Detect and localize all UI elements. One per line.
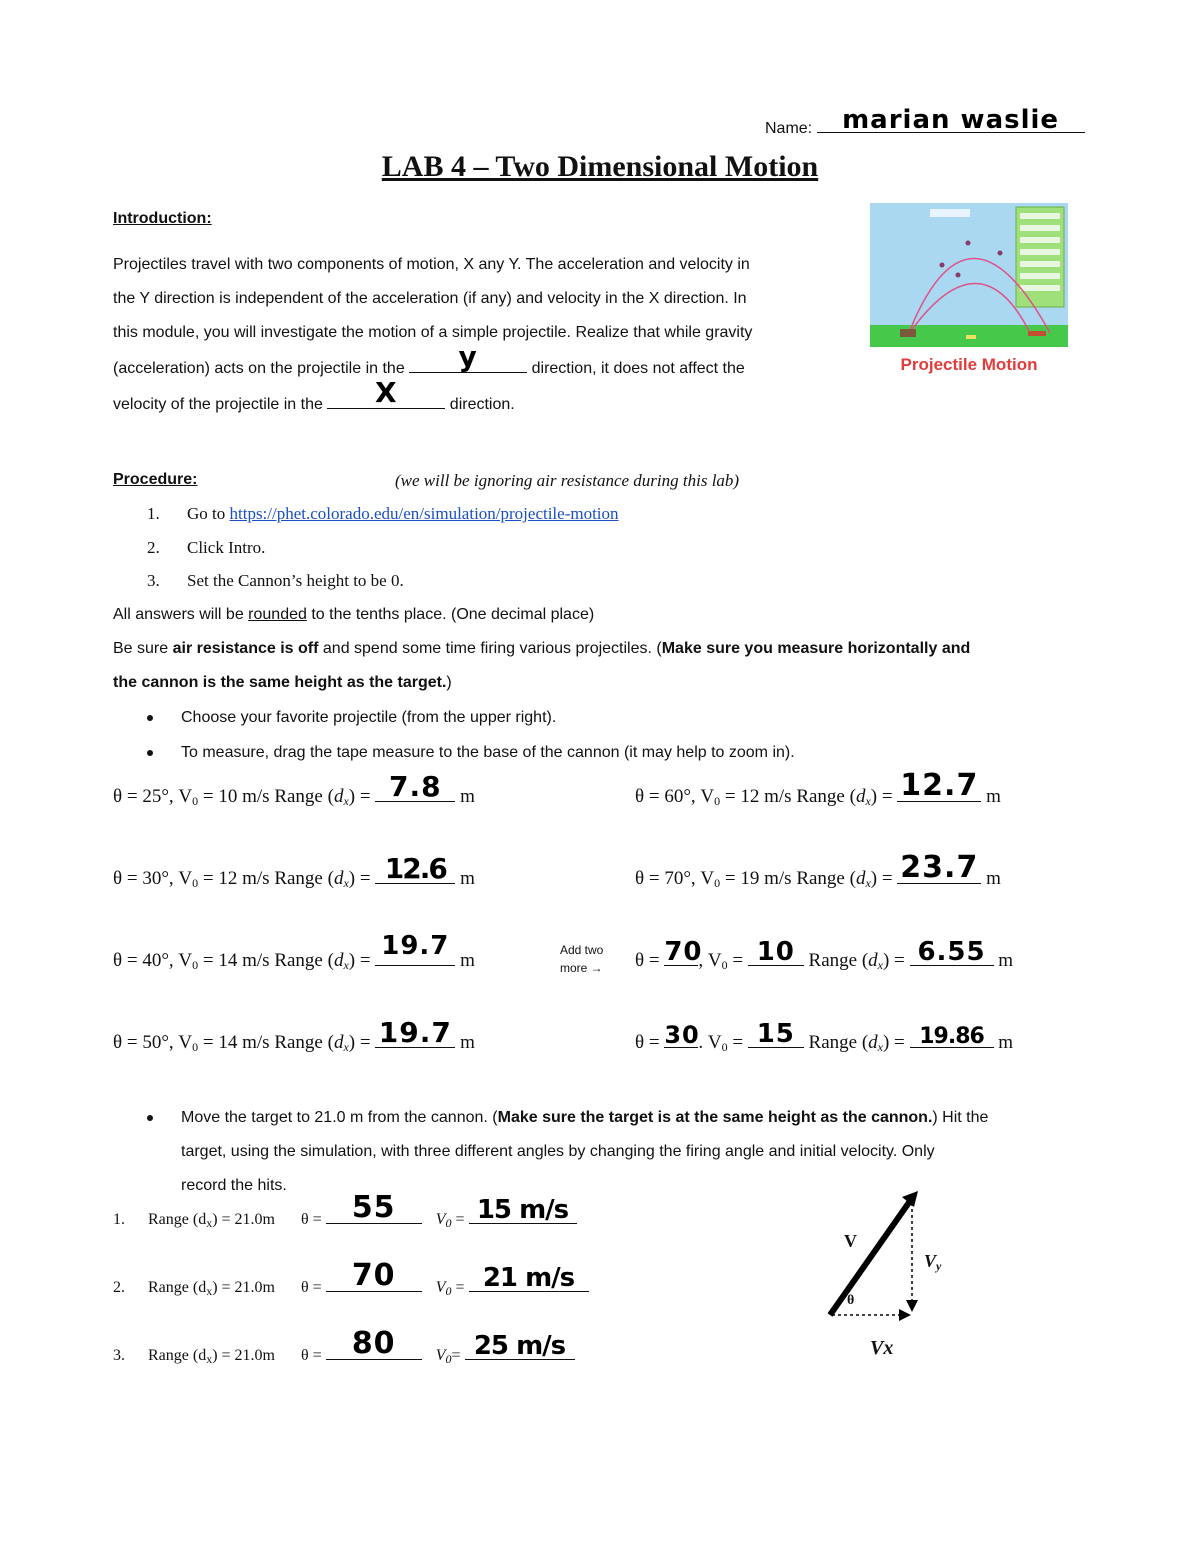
answer-blank — [375, 1016, 455, 1049]
handwritten-answer: 30 — [664, 1021, 700, 1049]
intro-line: (acceleration) acts on the projectile in the y direction, it does not affect the — [113, 340, 745, 377]
answer-blank — [897, 850, 981, 885]
range-row: θ = 40°, $V_0 = 14$ m/s Range $(d_x)$ = 19.7 m — [113, 931, 475, 972]
name-value: marian waslie — [842, 105, 1060, 135]
procedure-heading: Procedure: — [113, 471, 198, 488]
v-label: V — [844, 1231, 857, 1251]
answer-blank — [748, 937, 804, 967]
handwritten-answer: 10 — [756, 937, 795, 967]
intro-line: the Y direction is independent of the acceleration (if any) and velocity in the X direction. In — [113, 290, 747, 307]
target-row: 2. Range $(d_x) = 21.0m$ θ = 70 $V_0$ = 21 m/s — [113, 1269, 589, 1299]
vy-label: $V_y$ — [924, 1251, 942, 1273]
theta-label: θ — [847, 1293, 855, 1308]
cannon — [900, 329, 916, 337]
range-row: θ = 60°, $V_0 = 12$ m/s Range $(d_x)$ = 12.7 m — [635, 768, 1001, 808]
image-caption: Projectile Motion — [900, 355, 1038, 374]
answer-blank — [469, 1263, 589, 1293]
target-bullet: Move the target to 21.0 m from the cannon. (Make sure the target is at the same height as the cannon.) Hit the target, using the simulation, with three different angles by changing the firing angle and initial velocity. Only record the hits. — [147, 1101, 988, 1203]
rounding-note: All answers will be rounded to the tenths place. (One decimal place) — [113, 606, 595, 623]
handwritten-answer: 19.7 — [378, 1016, 452, 1049]
range-row: θ = 30°, $V_0 = 12$ m/s Range $(d_x)$ = 12.6 m — [113, 852, 475, 890]
bullet-item: Choose your favorite projectile (from the upper right). — [147, 709, 556, 727]
target-row: 1. Range $(d_x) = 21.0m$ θ = 55 $V_0$ = 15 m/s — [113, 1201, 577, 1231]
intro-line: Projectiles travel with two components of motion, X any Y. The acceleration and velocity in — [113, 256, 750, 273]
range-row: θ = 25°, $V_0 = 10$ m/s Range $(d_x)$ = 7.8 m — [113, 770, 475, 808]
handwritten-answer: 15 — [756, 1019, 795, 1049]
handwritten-answer: 12.6 — [384, 852, 446, 885]
add-two-more-note: Add two more → — [560, 943, 604, 975]
procedure-step: 3. Set the Cannon’s height to be 0. — [147, 571, 404, 590]
name-label: Name: — [765, 120, 813, 137]
handwritten-answer: 19.86 — [919, 1024, 984, 1049]
handwritten-answer: 21 m/s — [482, 1263, 575, 1293]
handwritten-answer: 25 m/s — [473, 1331, 566, 1361]
answer-blank — [664, 937, 703, 967]
handwritten-answer: 23.7 — [900, 850, 979, 885]
range-row: θ = 70°, $V_0 = 19$ m/s Range $(d_x)$ = 23.7 m — [635, 850, 1001, 890]
handwritten-answer: y — [458, 340, 478, 373]
procedure-step: 1. Go to https://phet.colorado.edu/en/simulation/projectile-motion — [147, 504, 619, 523]
answer-blank — [327, 376, 445, 409]
phet-link[interactable]: https://phet.colorado.edu/en/simulation/projectile-motion — [229, 504, 619, 523]
bullet-icon — [147, 1115, 153, 1121]
air-resistance-note: Be sure air resistance is off and spend some time firing various projectiles. (Make sure you measure horizontally and — [113, 640, 971, 657]
target — [1028, 331, 1046, 336]
handwritten-answer: 12.7 — [900, 768, 979, 803]
intro-line: velocity of the projectile in the X direction. — [113, 376, 515, 413]
answer-blank — [409, 340, 527, 373]
bullet-item: To measure, drag the tape measure to the base of the cannon (it may help to zoom in). — [147, 744, 795, 762]
projectile-motion-image — [870, 203, 1068, 381]
answer-blank — [326, 1190, 422, 1225]
velocity-arrow — [830, 1201, 910, 1315]
handwritten-answer: X — [375, 376, 398, 409]
name-field — [817, 105, 1085, 135]
bullet-icon — [147, 715, 153, 721]
handwritten-answer: 15 m/s — [476, 1195, 569, 1225]
handwritten-answer: 55 — [351, 1190, 396, 1225]
vx-label: Vx — [870, 1337, 894, 1359]
intro-line: this module, you will investigate the motion of a simple projectile. Realize that while gravity — [113, 324, 753, 341]
handwritten-answer: 70 — [351, 1258, 396, 1293]
answer-blank — [469, 1195, 577, 1225]
name-row — [765, 105, 1085, 138]
answer-blank — [748, 1019, 804, 1049]
intro-paragraph — [113, 248, 752, 422]
procedure-step: 2. Click Intro. — [147, 538, 266, 557]
answer-blank — [910, 937, 994, 967]
procedure-note: (we will be ignoring air resistance during this lab) — [395, 471, 740, 490]
page-title: LAB 4 – Two Dimensional Motion — [381, 150, 819, 183]
range-row-custom: θ = 30 . $V_0$ = 15 Range $(d_x)$ = 19.86 m — [635, 1019, 1014, 1054]
handwritten-answer: 19.7 — [381, 931, 450, 961]
velocity-vector-diagram — [820, 1185, 960, 1365]
bullet-icon — [147, 750, 153, 756]
handwritten-answer: 7.8 — [389, 770, 442, 803]
air-resistance-note-line2: the cannon is the same height as the target.) — [113, 674, 452, 691]
answer-blank — [664, 1021, 700, 1049]
range-row-custom: θ = 70 , $V_0$ = 10 Range $(d_x)$ = 6.55 m — [635, 937, 1014, 972]
answer-blank — [897, 768, 981, 803]
handwritten-answer: 6.55 — [917, 937, 986, 967]
answer-blank — [375, 770, 455, 803]
answer-blank — [465, 1331, 575, 1361]
target-row: 3. Range $(d_x) = 21.0m$ θ = 80 $V_0=$ 25 m/s — [113, 1337, 575, 1367]
answer-blank — [326, 1326, 422, 1361]
intro-heading: Introduction: — [113, 210, 212, 227]
answer-blank — [375, 931, 455, 966]
handwritten-answer: 70 — [664, 937, 703, 967]
answer-blank — [375, 852, 455, 885]
answer-blank — [910, 1025, 994, 1048]
answer-blank — [326, 1258, 422, 1293]
range-row: θ = 50°, $V_0 = 14$ m/s Range $(d_x)$ = 19.7 m — [113, 1016, 475, 1054]
handwritten-answer: 80 — [351, 1326, 396, 1361]
